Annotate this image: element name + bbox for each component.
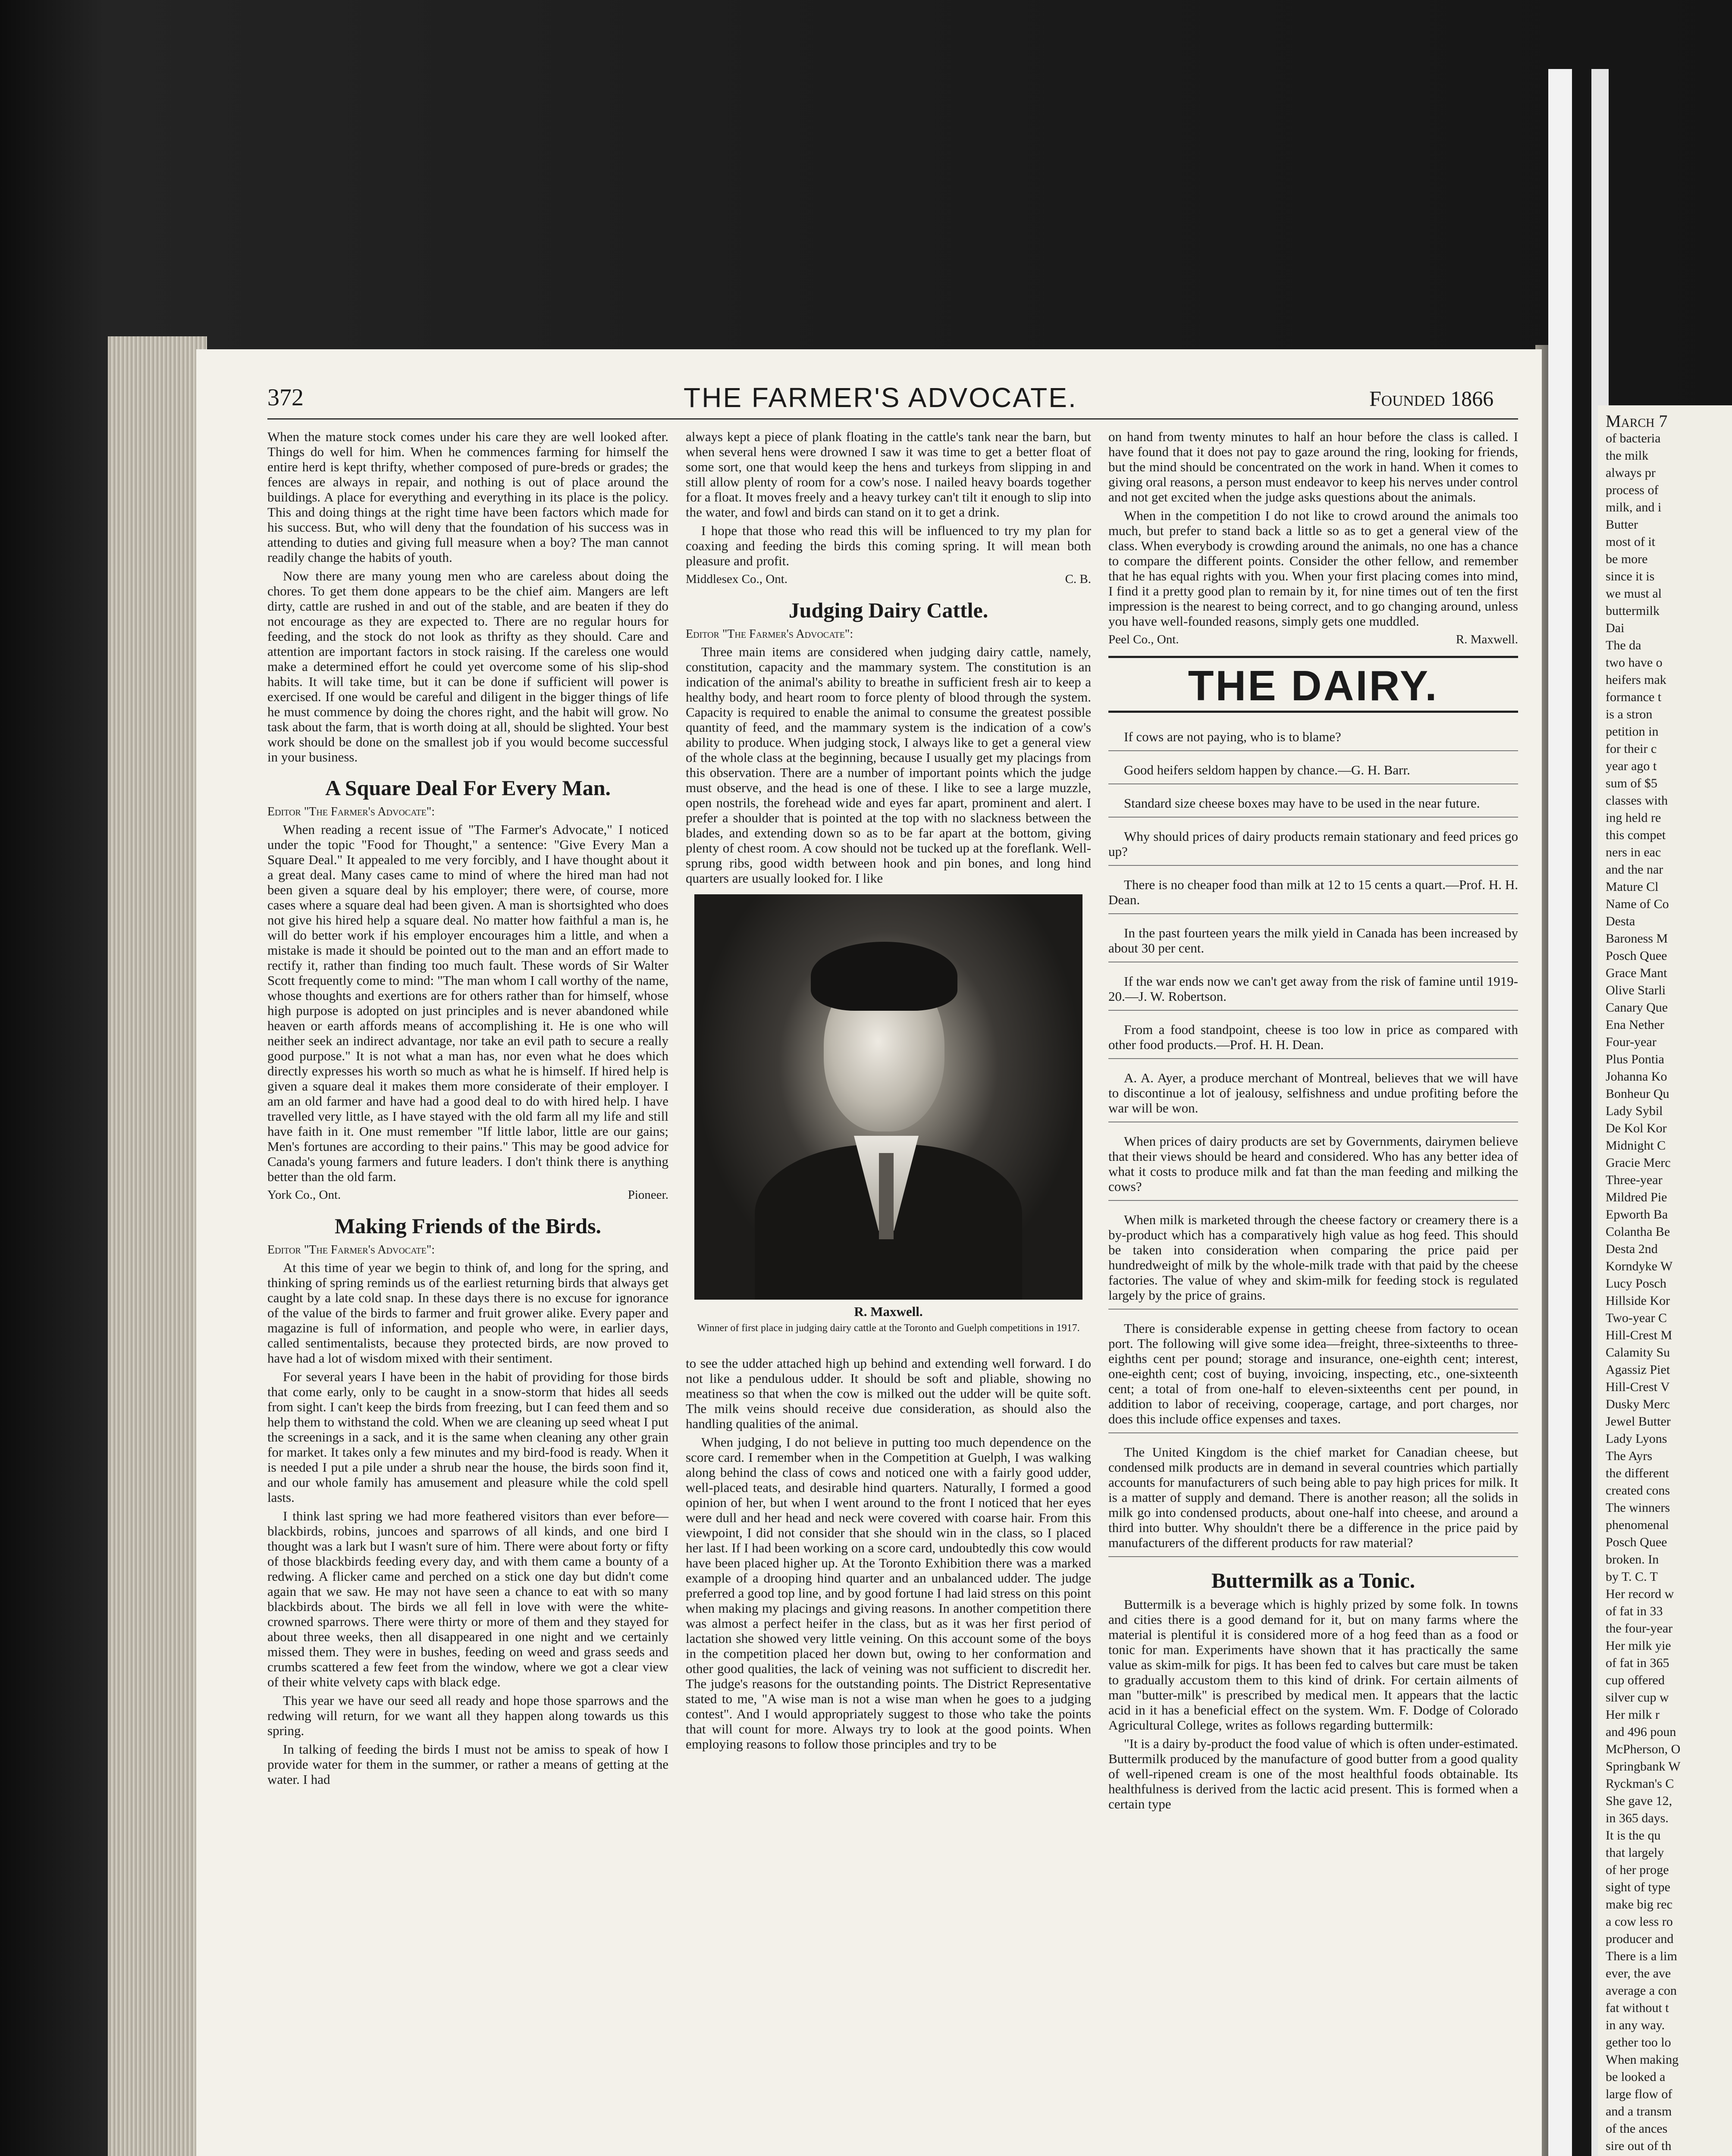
header-rule	[267, 418, 1518, 420]
scanner-light-bar	[1548, 69, 1572, 2156]
adjacent-page-line: gether too lo	[1606, 2035, 1671, 2049]
adjacent-page-line: of fat in 33	[1606, 1604, 1663, 1618]
adjacent-page-line: this compet	[1606, 828, 1666, 842]
adjacent-page-line: When making	[1606, 2053, 1679, 2067]
adjacent-page-line: Hill-Crest M	[1606, 1328, 1672, 1342]
adjacent-page-fragment	[1598, 405, 1732, 2156]
dairy-note: If cows are not paying, who is to blame?	[1108, 723, 1518, 751]
article-paragraph: on hand from twenty minutes to half an hour before the class is called. I have found that it does not pay to gaze around the ring, looking for friends, but the mind should be concentrated on the work in hand. When it comes to giving oral reasons, a person must endeavor to keep his nerves under control and not get excited when the judge asks questions about the animals.	[1108, 429, 1518, 505]
article-paragraph: Three main items are considered when judging dairy cattle, namely, constitution, capacity and the mammary system. The constitution is an indication of the animal's ability to breathe in sufficient fresh air to keep a healthy body, and heart room to force plenty of blood through the system. Capacity is required to enable the animal to consume the greatest possible quantity of feed, and the mammary system is the indication of a cow's ability to produce. When judging stock, I always like to get a general view of the whole class at the beginning, because I usually get my placings from this observation. There are a number of important points which the judge must observe, and the head is one of these. I like to see a large muzzle, open nostrils, the forehead wide and eyes far apart, prominent and alert. I prefer a shoulder that is pointed at the top with no slackness between the blades, and extending down so as to be far apart at the bottom, giving plenty of chest room. A cow should not be tucked up at the foreflank. Well-sprung ribs, good width between hook and pin bones, and long hind quarters are usually looked for. I like	[686, 644, 1091, 886]
adjacent-page-line: since it is	[1606, 569, 1655, 583]
dairy-note: If the war ends now we can't get away from the risk of famine until 1919-20.—J. W. Robertson.	[1108, 968, 1518, 1011]
adjacent-page-line: Three-year	[1606, 1173, 1663, 1187]
adjacent-page-line: She gave 12,	[1606, 1794, 1672, 1808]
adjacent-page-line: Lady Lyons	[1606, 1432, 1667, 1446]
adjacent-page-line: Her milk yie	[1606, 1639, 1671, 1653]
dairy-note: When prices of dairy products are set by Governments, dairymen believe that their views should be heard and considered. Who has any better idea of what it costs to produce milk and fat than the man feeding and milking the cows?	[1108, 1128, 1518, 1201]
adjacent-page-line: average a con	[1606, 1984, 1677, 1998]
adjacent-page-line: and 496 poun	[1606, 1725, 1676, 1739]
dairy-note: The United Kingdom is the chief market for Canadian cheese, but condensed milk products are in demand in several countries which partially accounts for manufacturers of such being able to pay high prices for milk. It is a matter of supply and demand. There is another reason; all the solids in milk go into condensed products, about one-half into cheese, and around a third into butter. Why shouldn't there be a difference in the price paid by manufacturers of the different products for raw material?	[1108, 1438, 1518, 1557]
signature-name: Pioneer.	[628, 1188, 668, 1202]
adjacent-page-line: McPherson, O	[1606, 1742, 1681, 1756]
adjacent-page-line: Plus Pontia	[1606, 1052, 1664, 1066]
adjacent-page-line: Calamity Su	[1606, 1345, 1670, 1360]
adjacent-page-line: Posch Quee	[1606, 1535, 1667, 1549]
adjacent-page-line: Johanna Ko	[1606, 1069, 1667, 1084]
adjacent-page-line: Her milk r	[1606, 1708, 1660, 1722]
column-2	[686, 429, 1091, 1755]
adjacent-page-line: Agassiz Piet	[1606, 1363, 1670, 1377]
newspaper-page	[196, 349, 1542, 2156]
adjacent-page-line: a cow less ro	[1606, 1915, 1673, 1929]
adjacent-page-line: the four-year	[1606, 1621, 1673, 1636]
article-paragraph: When in the competition I do not like to crowd around the animals too much, but prefer to stand back a little so as to get a general view of the class. When everybody is crowding around the animals, no one has a chance to compare the different points. Consider the other fellow, and remember that he has equal rights with you. When your first placing comes into mind, I find it a pretty good plan to remain by it, for nine times out of ten the first impression is the nearest to being correct, and to go changing around, unless you have well-founded reasons, simply gets one muddled.	[1108, 508, 1518, 629]
adjacent-page-line: we must al	[1606, 586, 1662, 601]
adjacent-page-line: Dai	[1606, 621, 1625, 635]
adjacent-page-line: sum of $5	[1606, 776, 1657, 790]
adjacent-page-line: Epworth Ba	[1606, 1207, 1668, 1222]
dairy-note: Standard size cheese boxes may have to be used in the near future.	[1108, 790, 1518, 818]
adjacent-page-line: The Ayrs	[1606, 1449, 1653, 1463]
adjacent-page-line: producer and	[1606, 1932, 1674, 1946]
adjacent-page-line: in any way.	[1606, 2018, 1665, 2032]
masthead-title: THE FARMER'S ADVOCATE.	[684, 382, 1077, 413]
adjacent-page-line: Colantha Be	[1606, 1225, 1670, 1239]
adjacent-page-line: De Kol Kor	[1606, 1121, 1667, 1135]
adjacent-page-line: formance t	[1606, 690, 1662, 704]
adjacent-page-line: The da	[1606, 638, 1641, 652]
adjacent-page-line: cup offered	[1606, 1673, 1665, 1687]
adjacent-page-line: The winners	[1606, 1501, 1670, 1515]
adjacent-page-line: Baroness M	[1606, 931, 1668, 946]
article-paragraph: Buttermilk is a beverage which is highly prized by some folk. In towns and cities there is a good demand for it, but on many farms where the material is plentiful it is considered more of a hog feed than as a food or tonic for man. Experiments have shown that it has practically the same value as skim-milk for pigs. It has been fed to calves but care must be taken to gradually accustom them to this kind of drink. For certain ailments of man "butter-milk" is prescribed by medical men. It appears that the lactic acid in it has a beneficial effect on the system. Wm. F. Dodge of Colorado Agricultural College, writes as follows regarding buttermilk:	[1108, 1597, 1518, 1733]
adjacent-page-line: petition in	[1606, 724, 1659, 739]
article-paragraph: always kept a piece of plank floating in the cattle's tank near the barn, but when several hens were drowned I saw it was time to get a better float of some sort, one that would keep the hens and turkeys from slipping in and still allow plenty of room for a cow's nose. I nailed heavy boards together for a float. It moves freely and a heavy turkey can't tilt it enough to slip into the water, and fowl and birds can stand on it to get a drink.	[686, 429, 1091, 520]
adjacent-page-line: of bacteria	[1606, 431, 1661, 445]
page-number: 372	[267, 384, 304, 411]
article-paragraph: For several years I have been in the habit of providing for those birds that come early, only to be caught in a snow-storm that hides all seeds from sight. I can't keep the birds from freezing, but I can feed them and so help them to withstand the cold. When we are cleaning up seed wheat I put the screenings in a sack, and it is the same when cleaning any other grain for market. It takes only a few minutes and my bird-food is ready. When it is needed I put a pile under a shrub near the house, the birds soon find it, and our whole family has amusement and pleasure while the cold spell lasts.	[267, 1369, 668, 1505]
column-1	[267, 429, 668, 1790]
adjacent-page-line: make big rec	[1606, 1897, 1672, 1912]
book-page-edges	[108, 336, 207, 2156]
portrait-figure	[686, 894, 1091, 1351]
adjacent-page-line: Canary Que	[1606, 1000, 1668, 1015]
signature-place: Middlesex Co., Ont.	[686, 572, 788, 586]
adjacent-page-line: March 7	[1606, 411, 1668, 431]
adjacent-page-line: milk, and i	[1606, 500, 1662, 514]
dairy-note: Why should prices of dairy products remain stationary and feed prices go up?	[1108, 823, 1518, 866]
adjacent-page-line: Posch Quee	[1606, 949, 1667, 963]
adjacent-page-line: Grace Mant	[1606, 966, 1667, 980]
adjacent-page-line: of her proge	[1606, 1863, 1669, 1877]
adjacent-page-line: always pr	[1606, 466, 1656, 480]
adjacent-page-line: There is a lim	[1606, 1949, 1677, 1963]
editor-salutation: Editor "The Farmer's Advocate":	[267, 1243, 435, 1257]
adjacent-page-line: Name of Co	[1606, 897, 1669, 911]
photo-caption: R. Maxwell.	[854, 1304, 923, 1319]
adjacent-page-line: Gracie Merc	[1606, 1156, 1671, 1170]
adjacent-page-line: Jewel Butter	[1606, 1414, 1671, 1429]
signature-line	[267, 1188, 668, 1203]
adjacent-page-line: ever, the ave	[1606, 1966, 1671, 1981]
adjacent-page-line: that largely	[1606, 1846, 1664, 1860]
adjacent-page-line: large flow of	[1606, 2087, 1672, 2101]
article-paragraph: I hope that those who read this will be influenced to try my plan for coaxing and feeding the birds this coming spring. It will mean both pleasure and profit.	[686, 523, 1091, 568]
adjacent-page-line: Mildred Pie	[1606, 1190, 1667, 1204]
adjacent-page-line: Bonheur Qu	[1606, 1087, 1669, 1101]
adjacent-page-line: created cons	[1606, 1483, 1670, 1498]
adjacent-page-line: Her record w	[1606, 1587, 1674, 1601]
adjacent-page-line: It is the qu	[1606, 1828, 1661, 1843]
article-heading-judging: Judging Dairy Cattle.	[788, 598, 988, 622]
signature-line	[1108, 632, 1518, 647]
dairy-note: Good heifers seldom happen by chance.—G. H. Barr.	[1108, 756, 1518, 784]
adjacent-page-line: Midnight C	[1606, 1138, 1666, 1153]
article-paragraph: At this time of year we begin to think of, and long for the spring, and thinking of spring reminds us of the earliest returning birds that always get caught by a late cold snap. In these days there is no excuse for ignorance of the value of the birds to farmer and fruit grower alike. Every paper and magazine is full of information, and people who were, in earlier days, called sentimentalists, because they protected birds, are now proved to have had a lot of wisdom mixed with their sentiment.	[267, 1260, 668, 1366]
adjacent-page-line: broken. In	[1606, 1552, 1659, 1567]
adjacent-page-line: Butter	[1606, 517, 1638, 532]
adjacent-page-line: be looked a	[1606, 2070, 1666, 2084]
adjacent-page-line: of the ances	[1606, 2122, 1668, 2136]
article-heading-buttermilk: Buttermilk as a Tonic.	[1211, 1568, 1415, 1592]
adjacent-page-line: Desta 2nd	[1606, 1242, 1658, 1256]
adjacent-page-line: of fat in 365	[1606, 1656, 1669, 1670]
photo-tie	[879, 1153, 894, 1239]
adjacent-page-line: sight of type	[1606, 1880, 1670, 1894]
adjacent-page-line: two have o	[1606, 655, 1663, 670]
adjacent-page-line: Hill-Crest V	[1606, 1380, 1670, 1394]
article-heading-birds: Making Friends of the Birds.	[334, 1214, 602, 1238]
signature-name: C. B.	[1065, 572, 1091, 586]
adjacent-page-line: and a transm	[1606, 2104, 1672, 2118]
signature-name: R. Maxwell.	[1456, 633, 1518, 646]
adjacent-page-line: heifers mak	[1606, 673, 1666, 687]
adjacent-page-line: Lucy Posch	[1606, 1276, 1666, 1291]
adjacent-page-line: Korndyke W	[1606, 1259, 1673, 1273]
article-paragraph: When judging, I do not believe in putting too much dependence on the score card. I remember when in the Competition at Guelph, I was walking along behind the class of cows and noticed one with a fairly good udder, well-placed teats, and desirable hind quarters. Naturally, I formed a good opinion of her, but when I went around to the front I noticed that her eyes were dull and her head and neck were covered with coarse hair. From this viewpoint, I did not consider that she should win in the class, so I placed her last. If I had been working on a score card, undoubtedly this cow would have been placed higher up. At the Toronto Exhibition there was a marked example of a drooping hind quarter and an unbalanced udder. The judge preferred a good top line, and by good fortune I had laid stress on this point when making my placings and giving reasons. In another competition there was almost a perfect heifer in the class, but as it was her first period of lactation she showed very little veining. On this account some of the boys in the competition placed her down but, owing to her conformation and other good qualities, the lack of veining was not sufficient to discredit her. The judge's reasons for the outstanding points. The District Representative stated to me, "A wise man is not a wise man when he goes to a judging contest". And I would appropriately suggest to those who take the points that will count for more. Always try to look at the good points. When employing reasons to follow those principles and try to be	[686, 1435, 1091, 1752]
adjacent-page-line: fat without t	[1606, 2001, 1669, 2015]
dairy-note: In the past fourteen years the milk yield in Canada has been increased by about 30 per cent.	[1108, 919, 1518, 962]
masthead-founded: Founded 1866	[1369, 386, 1494, 411]
adjacent-page-line: Springbank W	[1606, 1759, 1681, 1774]
adjacent-page-line: Olive Starli	[1606, 983, 1666, 997]
adjacent-page-line: process of	[1606, 483, 1659, 497]
adjacent-page-line: by T. C. T	[1606, 1570, 1658, 1584]
dairy-note: From a food standpoint, cheese is too low in price as compared with other food products.—Prof. H. H. Dean.	[1108, 1016, 1518, 1059]
article-paragraph: I think last spring we had more feathered visitors than ever before—blackbirds, robins, juncoes and sparrows of all kinds, and one bird I thought was a lark but I wasn't sure of him. There were about forty or fifty of those blackbirds feeding every day, and with them came a bounty of a redwing. A flicker came and perched on a stick one day but didn't come again that we saw. He may not have seen a chance to eat with so many blackbirds about. The birds we all fell in love with were the white-crowned sparrows. There were thirty or more of them and they stayed for about three weeks, then all disappeared in one night and we certainly missed them. They were in bushes, feeding on weed and grass seeds and crumbs scattered a few feet from the window, where we got a clear view of their white velvety caps with black edge.	[267, 1508, 668, 1689]
adjacent-page-line: is a stron	[1606, 707, 1653, 721]
editor-salutation: Editor "The Farmer's Advocate":	[267, 805, 435, 818]
adjacent-page-line: sire out of th	[1606, 2139, 1672, 2153]
article-paragraph: "It is a dairy by-product the food value of which is often under-estimated. Buttermilk produced by the manufacture of good butter from a good quality of well-ripened cream is one of the most healthful foods obtainable. Its healthfulness is derived from the lactic acid present. This is formed when a certain type	[1108, 1736, 1518, 1811]
adjacent-page-line: the different	[1606, 1466, 1669, 1480]
signature-place: York Co., Ont.	[267, 1188, 341, 1202]
article-paragraph: Now there are many young men who are careless about doing the chores. To get them done appears to be the chief aim. Mangers are left dirty, cattle are rushed in and out of the stable, and are beaten if they do not encourage as they are expected to. There are no regular hours for feeding, and the stock do not look as thrifty as they should. Care and attention are important factors in stock raising. If the careless one would make a determined effort he could yet overcome some of his slip-shod habits. It will take time, but it can be done if sufficient will power is exercised. If one would be careful and diligent in the bigger things of life he must commence by doing the chores right, and the habit will grow. No task about the farm, that is worth doing at all, should be slighted. Your best work should be done on the smallest job if you would become successful in your business.	[267, 568, 668, 765]
adjacent-page-line: and the nar	[1606, 862, 1663, 877]
adjacent-page-line: in 365 days.	[1606, 1811, 1669, 1825]
adjacent-page-line: phenomenal	[1606, 1518, 1669, 1532]
portrait-photo	[694, 894, 1082, 1300]
section-heading-dairy: THE DAIRY.	[1108, 656, 1518, 713]
adjacent-page-line: Desta	[1606, 914, 1635, 928]
signature-place: Peel Co., Ont.	[1108, 633, 1179, 646]
signature-line	[686, 572, 1091, 587]
dairy-note: A. A. Ayer, a produce merchant of Montreal, believes that we will have to discontinue a lot of jealousy, selfishness and undue profiting before the war will be won.	[1108, 1064, 1518, 1122]
adjacent-page-line: Dusky Merc	[1606, 1397, 1670, 1411]
column-3	[1108, 429, 1518, 1815]
adjacent-page-line: the milk	[1606, 448, 1649, 463]
adjacent-page-line: Lady Sybil	[1606, 1104, 1663, 1118]
adjacent-page-line: silver cup w	[1606, 1690, 1669, 1705]
article-heading-square-deal: A Square Deal For Every Man.	[325, 776, 611, 800]
adjacent-page-line: most of it	[1606, 535, 1656, 549]
adjacent-page-line: buttermilk	[1606, 604, 1660, 618]
photo-subcaption: Winner of first place in judging dairy cattle at the Toronto and Guelph competitions in 1917.	[697, 1322, 1080, 1334]
adjacent-page-line: Four-year	[1606, 1035, 1657, 1049]
article-paragraph: This year we have our seed all ready and hope those sparrows and the redwing will return, for we want all they happen along towards us this spring.	[267, 1693, 668, 1738]
adjacent-page-line: ners in eac	[1606, 845, 1661, 859]
article-paragraph: to see the udder attached high up behind and extending well forward. I do not like a pendulous udder. It should be soft and pliable, showing no meatiness so that when the cow is milked out the udder will be quite soft. The milk veins should receive due consideration, as should also the handling qualities of the animal.	[686, 1356, 1091, 1431]
dairy-note: There is no cheaper food than milk at 12 to 15 cents a quart.—Prof. H. H. Dean.	[1108, 871, 1518, 914]
adjacent-page-line: Hillside Kor	[1606, 1294, 1670, 1308]
adjacent-page-line: for their c	[1606, 742, 1657, 756]
dairy-note: There is considerable expense in getting cheese from factory to ocean port. The following will give some idea—freight, three-sixteenths to three-eighths cent per pound; storage and insurance, one-eighth cent; interest, one-eighth cent; cost of buying, invoicing, inspecting, etc., one-sixteenth cent; a total of from one-half to eleven-sixteenths cent per pound, in addition to labor of receiving, cooperage, cartage, and port charges, nor does this include office expenses and taxes.	[1108, 1315, 1518, 1433]
article-paragraph: In talking of feeding the birds I must not be amiss to speak of how I provide water for them in the summer, or rather a means of getting at the water. I had	[267, 1742, 668, 1787]
adjacent-page-line: Ryckman's C	[1606, 1777, 1674, 1791]
dairy-notes	[1108, 723, 1518, 1557]
adjacent-page-line: Two-year C	[1606, 1311, 1667, 1325]
adjacent-page-line: Ena Nether	[1606, 1018, 1664, 1032]
article-paragraph: When the mature stock comes under his care they are well looked after. Things do well for him. When he commences farming for himself the entire herd is kept thrifty, whether composed of pure-breds or grades; the fences are always in repair, and nothing is out of place around the buildings. A place for everything and everything in its place is the policy. This and doing things at the right time have been factors which made for his success. But, who will deny that the foundation of his success was in attending to duties and giving full measure when a boy? The man cannot readily change the habits of youth.	[267, 429, 668, 565]
adjacent-page-line: ing held re	[1606, 811, 1661, 825]
photo-hair	[811, 942, 957, 1011]
adjacent-page-line: classes with	[1606, 793, 1668, 808]
dairy-note: When milk is marketed through the cheese factory or creamery there is a by-product which has a comparatively high value as hog feed. This should be taken into consideration when comparing the price paid per hundredweight of milk by the whole-milk trade with that paid by the cheese factories. The value of whey and skim-milk for feeding stock is regulated largely by the price of grains.	[1108, 1206, 1518, 1310]
article-paragraph: When reading a recent issue of "The Farmer's Advocate," I noticed under the topic "Food for Thought," a sentence: "Give Every Man a Square Deal." It appealed to me very forcibly, and I have thought about it a great deal. Many cases came to mind of where the hired man had not been given a square deal by his employer; there were, of course, more cases where a square deal had been given. A man is shortsighted who does not give his hired help a square deal. No matter how faithful a man is, he will do better work if his employer encourages him a little, and when a mistake is made it should be pointed out to the man and an effort made to rectify it, rather than finding too much fault. These words of Sir Walter Scott frequently come to mind: "The man whom I call worthy of the name, whose thoughts and exertions are for others rather than for himself, whose high purpose is adopted on just principles and is never abandoned while heaven or earth affords means of accomplishing it. He is one who will neither seek an indirect advantage, nor take an evil path to secure a really good purpose." It is not what a man has, nor even what he does which directly expresses his worth so much as what he is himself. If hired help is given a square deal it makes them more considerate of their employer. I am an old farmer and have had a good deal to do with hired help. I have travelled very little, as I have stayed with the old farm all my life and still have faith in it. One must remember "If little labor, little are our gains; Men's fortunes are according to their pains." This may be good advice for Canada's young farmers and future leaders. I don't think there is anything better than the old farm.	[267, 822, 668, 1184]
adjacent-page-line: be more	[1606, 552, 1648, 566]
editor-salutation: Editor "The Farmer's Advocate":	[686, 627, 853, 641]
adjacent-page-line: year ago t	[1606, 759, 1657, 773]
adjacent-page-line: Mature Cl	[1606, 880, 1659, 894]
